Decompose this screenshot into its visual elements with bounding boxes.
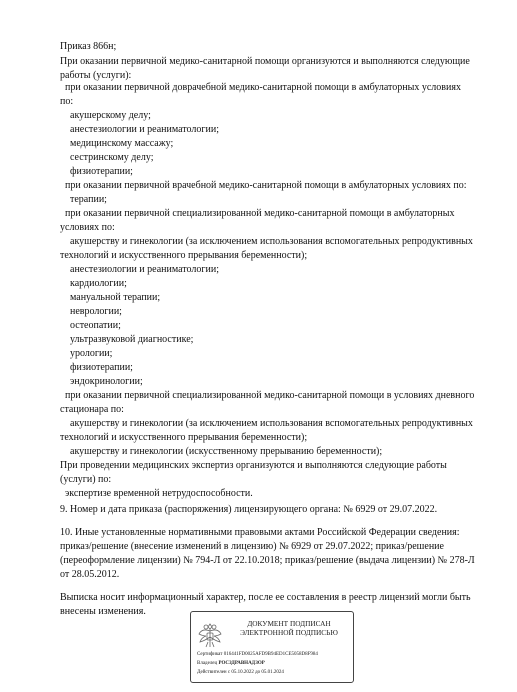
document-line: (переоформление лицензии) № 794-Л от 22.10.2018; приказ/решение (выдача лицензии) № 278-Л [60,555,475,566]
stamp-heading [231,619,347,637]
document-line: (услуги) по: [60,474,112,485]
stamp-heading-line: ДОКУМЕНТ ПОДПИСАН [247,619,331,628]
document-line: акушерскому делу; [60,110,151,121]
document-line: Приказ 866н; [60,41,117,52]
document-line: при оказании первичной доврачебной медико-санитарной помощи в амбулаторных условиях [60,82,461,93]
document-line: неврологии; [60,306,122,317]
document-line: При оказании первичной медико-санитарной помощи организуются и выполняются следующие [60,56,470,67]
document-line: акушерству и гинекологии (искусственному прерыванию беременности); [60,446,383,457]
russian-coat-of-arms-icon [197,620,223,650]
document-line: экспертизе временной нетрудоспособности. [60,488,253,499]
stamp-heading-line: ЭЛЕКТРОННОЙ ПОДПИСЬЮ [240,628,338,637]
stamp-owner-value: РОСЗДРАВНАДЗОР [218,661,265,666]
document-line: физиотерапии; [60,166,133,177]
document-line: анестезиологии и реаниматологии; [60,264,219,275]
document-line: технологий и искусственного прерывания беременности); [60,250,308,261]
document-line: по: [60,96,74,107]
document-line: терапии; [60,194,107,205]
stamp-validity: Действителен с 05.10.2022 до 05.01.2024 [197,670,284,675]
document-line: остеопатии; [60,320,121,331]
stamp-owner [197,661,265,667]
document-line: кардиологии; [60,278,127,289]
document-line: внесены изменения. [60,606,146,617]
document-line: 10. Иные установленные нормативными правовыми актами Российской Федерации сведения: [60,527,460,538]
stamp-certificate-label: Сертификат [197,652,223,657]
document-line: при оказании первичной специализированной медико-санитарной помощи в амбулаторных [60,208,455,219]
document-line: приказ/решение (внесение изменений в лицензию) № 6929 от 29.07.2022; приказ/решение [60,541,444,552]
document-line: технологий и искусственного прерывания беременности); [60,432,308,443]
document-line: условиях по: [60,222,115,233]
document-line: сестринскому делу; [60,152,154,163]
document-line: физиотерапии; [60,362,133,373]
document-line: при оказании первичной специализированной медико-санитарной помощи в условиях дневного [60,390,475,401]
document-line: работы (услуги): [60,70,132,81]
document-line: анестезиологии и реаниматологии; [60,124,219,135]
document-line: урологии; [60,348,113,359]
document-line: акушерству и гинекологии (за исключением использования вспомогательных репродуктивных [60,236,473,247]
stamp-owner-label: Владелец [197,661,218,666]
document-line: Выписка носит информационный характер, после ее составления в реестр лицензий могли быть [60,592,471,603]
document-line: стационара по: [60,404,124,415]
document-line: эндокринологии; [60,376,143,387]
document-line: При проведении медицинских экспертиз организуются и выполняются следующие работы [60,460,447,471]
document-line: мануальной терапии; [60,292,161,303]
document-line: медицинскому массажу; [60,138,174,149]
document-line: от 28.05.2012. [60,569,120,580]
document-line: при оказании первичной врачебной медико-санитарной помощи в амбулаторных условиях по: [60,180,467,191]
electronic-signature-stamp [190,611,354,683]
document-line: акушерству и гинекологии (за исключением использования вспомогательных репродуктивных [60,418,473,429]
document-line: 9. Номер и дата приказа (распоряжения) лицензирующего органа: № 6929 от 29.07.2022. [60,504,438,515]
stamp-certificate [197,652,318,658]
stamp-certificate-value: 016441FD0025AFD9B94ED1CE5058D8F984 [223,652,318,657]
document-line: ультразвуковой диагностике; [60,334,194,345]
